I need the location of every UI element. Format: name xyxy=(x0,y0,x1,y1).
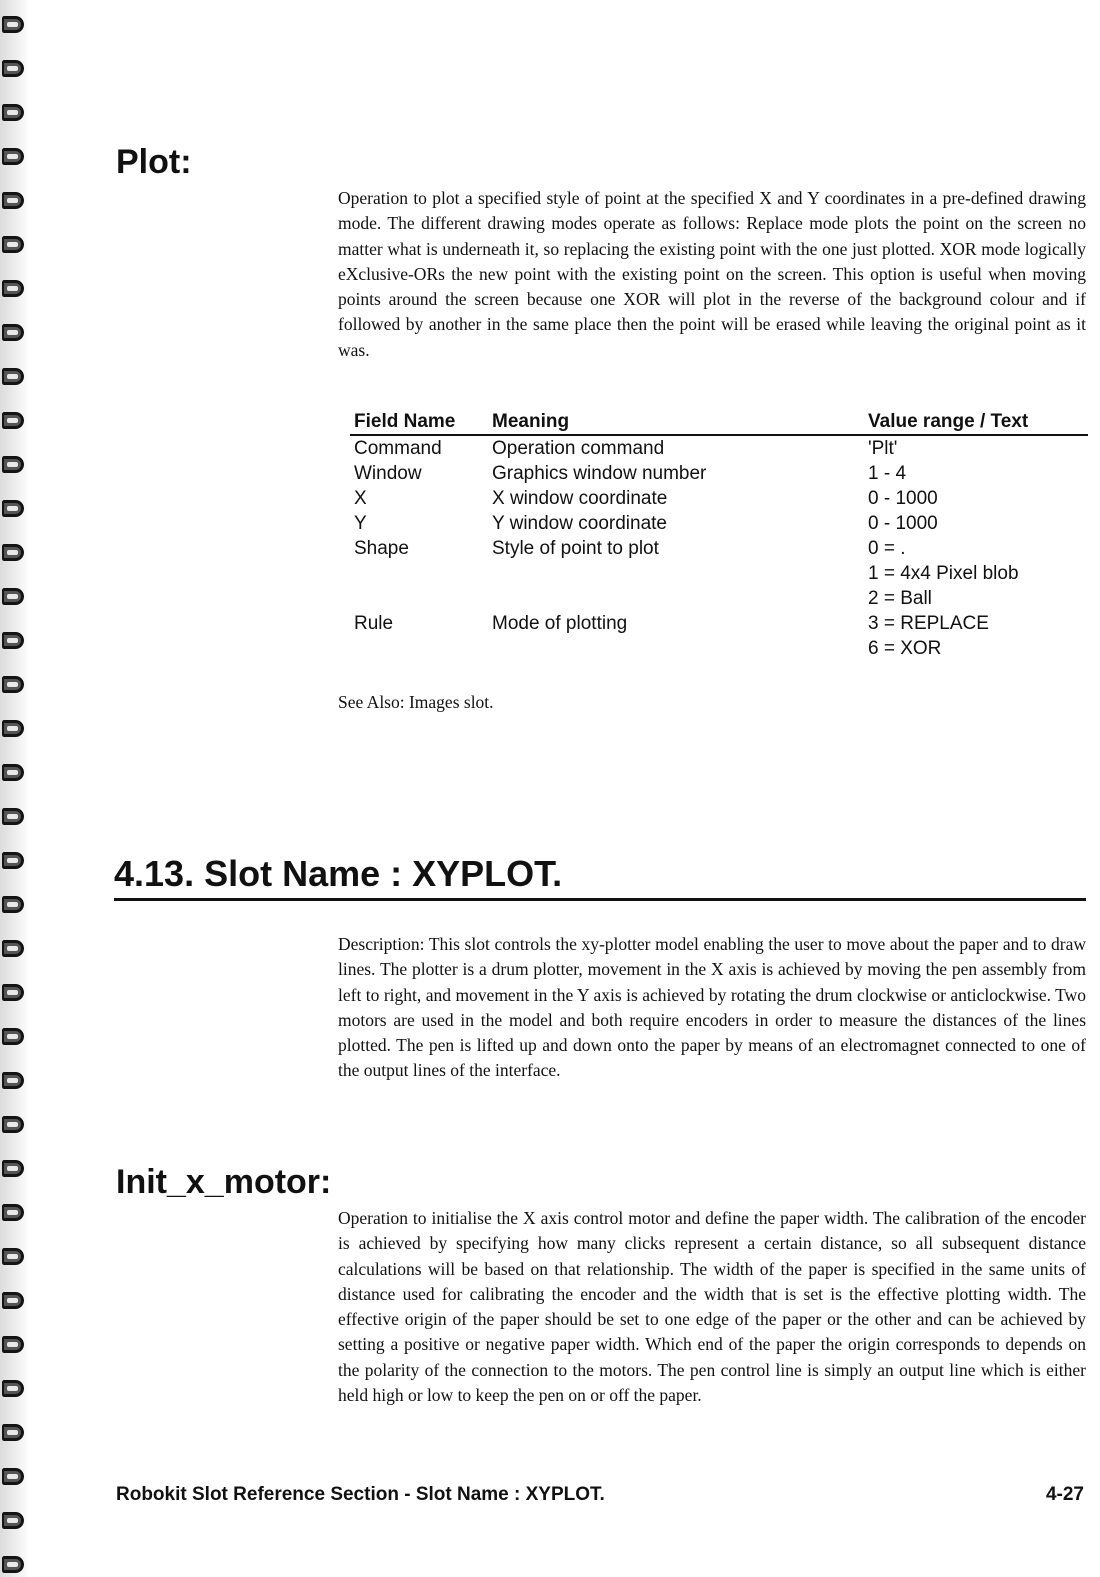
binding-ring xyxy=(2,1160,24,1177)
meaning-cell: Mode of plotting xyxy=(492,613,628,634)
header-meaning: Meaning xyxy=(488,410,864,435)
table-row xyxy=(350,636,1088,661)
binding-ring xyxy=(2,984,24,1001)
binding-ring xyxy=(2,1204,24,1221)
table-header-row xyxy=(350,410,1088,435)
value-cell: 0 = . xyxy=(868,538,906,559)
binding-ring xyxy=(2,500,24,517)
binding-ring xyxy=(2,1116,24,1133)
binding-ring xyxy=(2,1556,24,1573)
binding-ring xyxy=(2,544,24,561)
table-row xyxy=(350,586,1088,611)
meaning-cell xyxy=(488,561,864,586)
field-name-cell: Command xyxy=(354,438,442,459)
header-value-range: Value range / Text xyxy=(864,410,1088,435)
binding-ring xyxy=(2,1292,24,1309)
value-cell: 'Plt' xyxy=(868,438,898,459)
table-row xyxy=(350,435,1088,461)
table-row xyxy=(350,536,1088,561)
binding-ring xyxy=(2,676,24,693)
binding-ring xyxy=(2,1424,24,1441)
binding-ring xyxy=(2,148,24,165)
footer-section-title: Robokit Slot Reference Section - Slot Name : XYPLOT. xyxy=(116,1484,605,1505)
table-row xyxy=(350,461,1088,486)
meaning-cell xyxy=(488,636,864,661)
field-name-cell: X xyxy=(354,488,367,509)
section-title: 4.13. Slot Name : XYPLOT. xyxy=(114,853,563,894)
binding-ring xyxy=(2,940,24,957)
meaning-cell xyxy=(488,586,864,611)
binding-ring xyxy=(2,632,24,649)
table-row xyxy=(350,486,1088,511)
page-number: 4-27 xyxy=(1045,1484,1084,1505)
binding-ring xyxy=(2,896,24,913)
value-cell: 1 = 4x4 Pixel blob xyxy=(868,563,1019,584)
field-name-cell xyxy=(350,586,488,611)
binding-ring xyxy=(2,588,24,605)
table-row xyxy=(350,561,1088,586)
plot-fields-table xyxy=(350,410,1088,661)
binding-ring xyxy=(2,324,24,341)
binding-ring xyxy=(2,1512,24,1529)
binding-ring xyxy=(2,60,24,77)
value-cell: 1 - 4 xyxy=(868,463,907,484)
binding-ring xyxy=(2,1380,24,1397)
binding-ring xyxy=(2,236,24,253)
binding-ring xyxy=(2,104,24,121)
field-name-cell: Rule xyxy=(354,613,394,634)
field-name-cell: Shape xyxy=(354,538,409,559)
field-name-cell xyxy=(350,561,488,586)
binding-ring xyxy=(2,808,24,825)
binding-ring xyxy=(2,720,24,737)
binding-ring xyxy=(2,192,24,209)
binding-ring xyxy=(2,1468,24,1485)
binding-ring xyxy=(2,1248,24,1265)
binding-ring xyxy=(2,16,24,33)
meaning-cell: Style of point to plot xyxy=(492,538,659,559)
meaning-cell: X window coordinate xyxy=(492,488,668,509)
field-name-cell xyxy=(350,636,488,661)
binding-ring xyxy=(2,1028,24,1045)
field-name-cell: Y xyxy=(354,513,367,534)
meaning-cell: Y window coordinate xyxy=(492,513,667,534)
see-also-note: See Also: Images slot. xyxy=(338,692,494,712)
init-x-motor-description: Operation to initialise the X axis control motor and define the paper width. The calibration of the encoder is achieved by specifying how many clicks represent a certain distance, so all subsequent distance calculations will be based on that relationship. The width of the paper is specified in the same units of distance used for calibrating the encoder and the width that is set is the effective plotting width. The effective origin of the paper should be set to one edge of the paper or the other and can be achieved by setting a positive or negative paper width. Which end of the paper the origin corresponds to depends on the polarity of the connection to the motors. The pen control line is simply an output line which is either held high or low to keep the pen on or off the paper. xyxy=(338,1208,1086,1406)
section-description: Description: This slot controls the xy-plotter model enabling the user to move about the paper and to draw lines. The plotter is a drum plotter, movement in the X axis is achieved by moving the pen assembly from left to right, and movement in the Y axis is achieved by rotating the drum clockwise or anticlockwise. Two motors are used in the model and both require encoders in order to measure the distances of the lines plotted. The pen is lifted up and down onto the paper by means of an electromagnet connected to one of the output lines of the interface. xyxy=(338,934,1086,1081)
binding-ring xyxy=(2,456,24,473)
init-x-motor-heading: Init_x_motor: xyxy=(116,1163,332,1201)
binding-ring xyxy=(2,368,24,385)
section-divider xyxy=(114,898,1086,901)
binding-ring xyxy=(2,852,24,869)
value-cell: 0 - 1000 xyxy=(868,488,938,509)
value-cell: 6 = XOR xyxy=(868,638,942,659)
value-cell: 2 = Ball xyxy=(868,588,932,609)
binding-ring xyxy=(2,412,24,429)
meaning-cell: Graphics window number xyxy=(492,463,707,484)
binding-ring xyxy=(2,280,24,297)
field-name-cell: Window xyxy=(354,463,422,484)
binding-ring xyxy=(2,1336,24,1353)
meaning-cell: Operation command xyxy=(492,438,665,459)
header-field-name: Field Name xyxy=(350,410,488,435)
binding-ring xyxy=(2,1072,24,1089)
plot-heading: Plot: xyxy=(116,143,192,181)
binding-ring xyxy=(2,764,24,781)
table-row xyxy=(350,511,1088,536)
spiral-binding xyxy=(0,0,30,1577)
plot-description: Operation to plot a specified style of point at the specified X and Y coordinates in a pre-defined drawing mode. The different drawing modes operate as follows: Replace mode plots the point on the screen no matter what is underneath it, so replacing the existing point with the one just plotted. XOR mode logically eXclusive-ORs the new point with the existing point on the screen. This option is useful when moving points around the screen because one XOR will plot in the reverse of the background colour and if followed by another in the same place then the point will be erased while leaving the original point as it was. xyxy=(338,188,1086,360)
value-cell: 0 - 1000 xyxy=(868,513,938,534)
table-row xyxy=(350,611,1088,636)
value-cell: 3 = REPLACE xyxy=(868,613,989,634)
